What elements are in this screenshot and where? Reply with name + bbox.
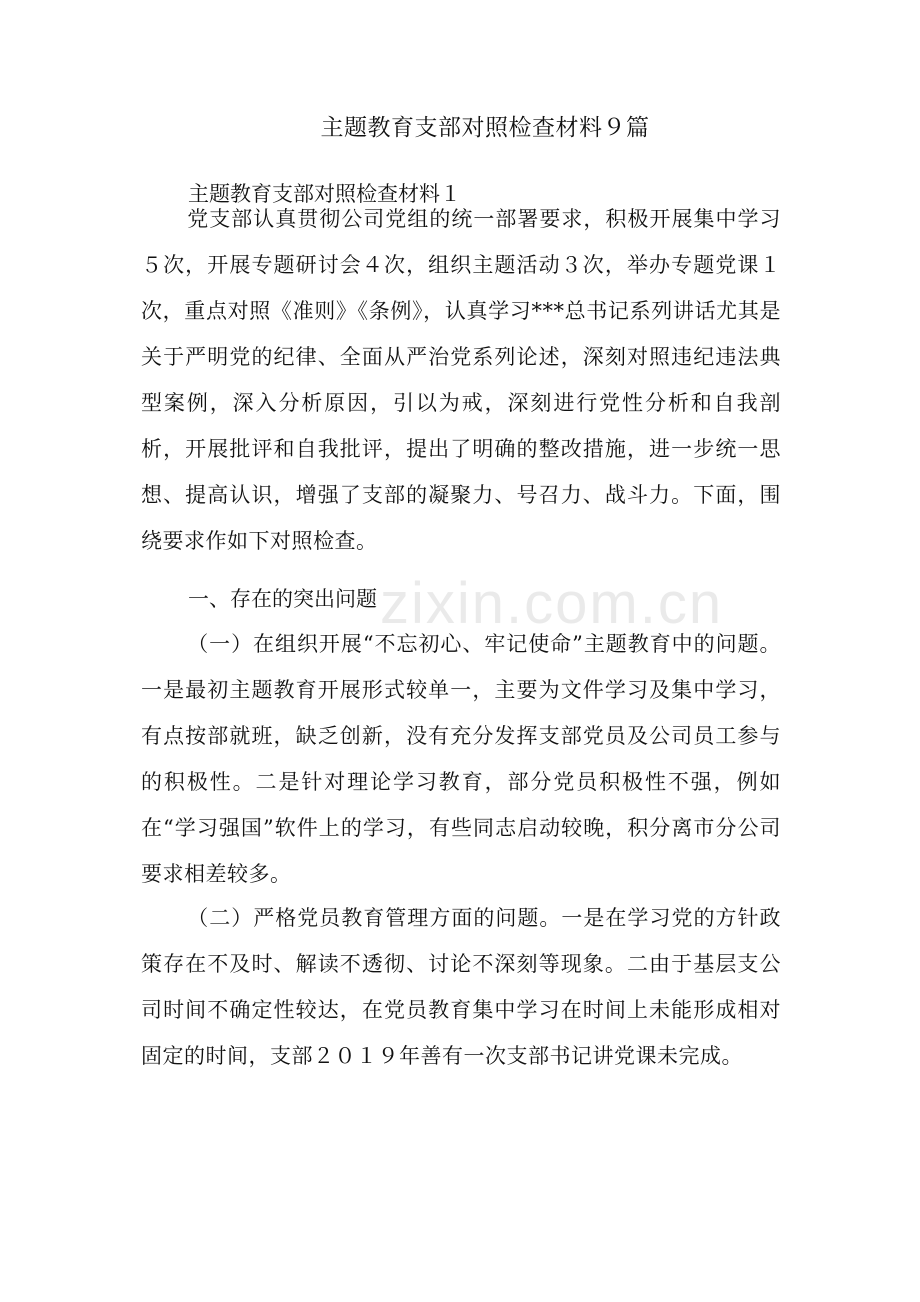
watermark: zixin.com.cn — [380, 571, 724, 636]
document-title: 主题教育支部对照检查材料９篇 — [320, 115, 650, 141]
intro-paragraph: 党支部认真贯彻公司党组的统一部署要求，积极开展集中学习５次，开展专题研讨会４次，组织主题活动３次，举办专题党课１次，重点对照《准则》《条例》，认真学习***总书记系列讲话尤其是关于严明党的纪律、全面从严治党系列论述，深刻对照违纪违法典型案例，深入分析原因，引以为戒，深刻进行党性分析和自我剖析，开展批评和自我批评，提出了明确的整改措施，进一步统一思想、提高认识，增强了支部的凝聚力、号召力、战斗力。下面，围绕要求作如下对照检查。 — [141, 207, 781, 553]
section-title: 主题教育支部对照检查材料１ — [188, 182, 461, 206]
problems-heading: 一、存在的突出问题 — [188, 587, 377, 611]
problem-paragraph-2: （二）严格党员教育管理方面的问题。一是在学习党的方针政策存在不及时、解读不透彻、讨论不深刻等现象。二由于基层支公司时间不确定性较达，在党员教育集中学习在时间上未能形成相对固定的时间，支部２０１９年善有一次支部书记讲党课未完成。 — [141, 906, 781, 1068]
problem-paragraph-1: （一）在组织开展“不忘初心、牢记使命”主题教育中的问题。一是最初主题教育开展形式较单一，主要为文件学习及集中学习，有点按部就班，缺乏创新，没有充分发挥支部党员及公司员工参与的积极性。二是针对理论学习教育，部分党员积极性不强，例如在“学习强国”软件上的学习，有些同志启动较晚，积分离市分公司要求相差较多。 — [141, 632, 781, 886]
